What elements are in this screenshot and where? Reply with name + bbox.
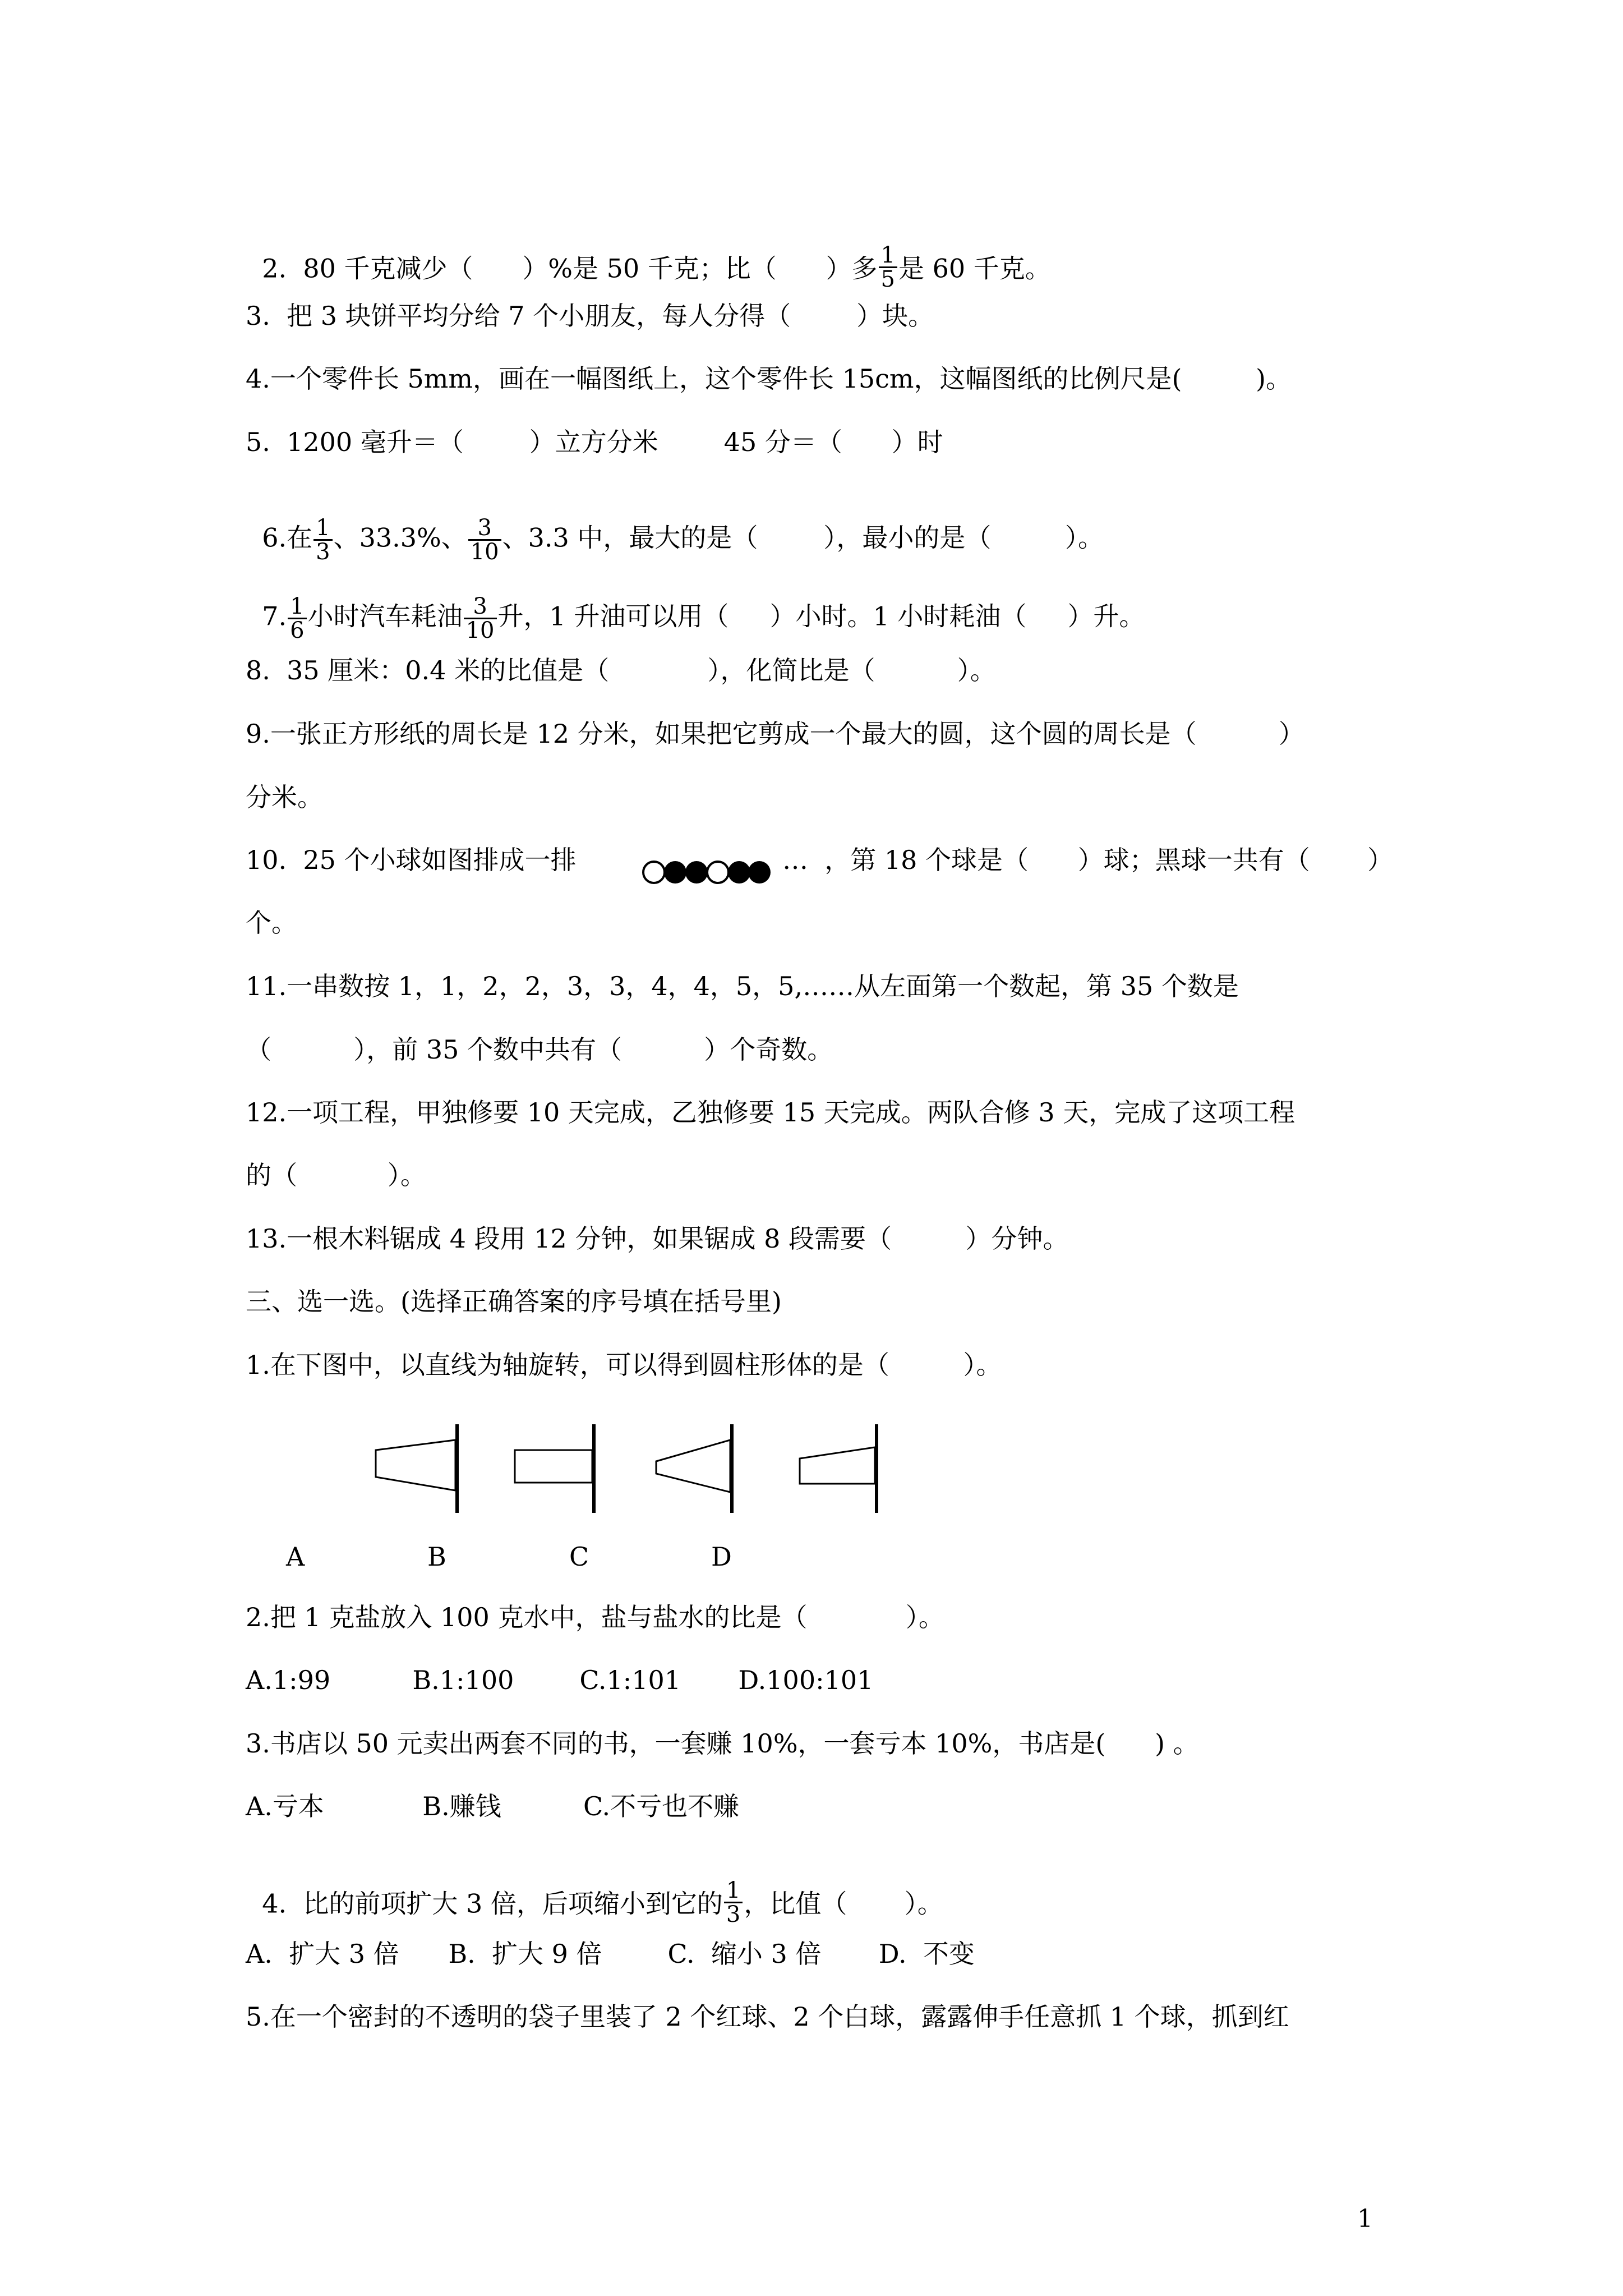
choice-question-4: 4. 比的前项扩大 3 倍，后项缩小到它的 $\frac{1}{3}$ ，比值（ ）。 bbox=[262, 1878, 943, 1927]
question-8: 8. 35 厘米：0.4 米的比值是（ ），化简比是（ ）。 bbox=[246, 655, 996, 685]
fraction: $\frac{1}{3}$ bbox=[313, 517, 332, 563]
question-9-line-1: 9.一张正方形纸的周长是 12 分米，如果把它剪成一个最大的圆，这个圆的周长是（ ） bbox=[246, 719, 1304, 749]
figure-label-b: B bbox=[427, 1542, 446, 1572]
balls-pattern-image bbox=[639, 859, 785, 886]
q2-text-b: 是 60 千克。 bbox=[898, 253, 1051, 284]
figure-a bbox=[370, 1422, 468, 1517]
figure-c bbox=[652, 1422, 747, 1517]
question-10-line-1-b: … ，第 18 个球是（ ）球；黑球一共有（ ） bbox=[782, 845, 1394, 875]
question-12-line-1: 12.一项工程，甲独修要 10 天完成，乙独修要 15 天完成。两队合修 3 天，完成了这项工程 bbox=[246, 1097, 1295, 1128]
question-11-line-2: （ ），前 35 个数中共有（ ）个奇数。 bbox=[246, 1034, 833, 1065]
question-12-line-2: 的（ ）。 bbox=[246, 1160, 426, 1190]
question-10-line-1-a: 10. 25 个小球如图排成一排 bbox=[246, 845, 577, 875]
figure-b bbox=[510, 1422, 600, 1517]
question-2 bbox=[246, 222, 1051, 294]
figure-label-c: C bbox=[569, 1542, 589, 1572]
question-13: 13.一根木料锯成 4 段用 12 分钟，如果锯成 8 段需要（ ）分钟。 bbox=[246, 1223, 1069, 1254]
choice-question-5: 5.在一个密封的不透明的袋子里装了 2 个红球、2 个白球，露露伸手任意抓 1 个球，抓到红 bbox=[246, 2001, 1289, 2032]
question-5: 5. 1200 毫升＝（ ）立方分米 45 分＝（ ）时 bbox=[246, 427, 943, 457]
figure-label-a: A bbox=[286, 1542, 305, 1572]
choice-question-2: 2.把 1 克盐放入 100 克水中，盐与盐水的比是（ ）。 bbox=[246, 1602, 944, 1632]
choice-question-1: 1.在下图中，以直线为轴旋转，可以得到圆柱形体的是（ ）。 bbox=[246, 1350, 1002, 1380]
choice-question-3: 3.书店以 50 元卖出两套不同的书，一套赚 10%，一套亏本 10%，书店是( ) 。 bbox=[246, 1728, 1199, 1759]
figure-d bbox=[795, 1422, 885, 1517]
question-10-line-2: 个。 bbox=[246, 908, 297, 938]
question-7: 7. $\frac{1}{6}$ 小时汽车耗油 $\frac{3}{10}$ 升，1 升油可以用（ ）小时。1 小时耗油（ ）升。 bbox=[262, 593, 1145, 643]
choice-question-3-options: A.亏本 B.赚钱 C.不亏也不赚 bbox=[246, 1791, 740, 1821]
choice-question-2-options: A.1:99 B.1:100 C.1:101 D.100:101 bbox=[246, 1665, 874, 1695]
question-3: 3. 把 3 块饼平均分给 7 个小朋友，每人分得（ ）块。 bbox=[246, 301, 934, 331]
page-number: 1 bbox=[1357, 2205, 1373, 2233]
question-9-line-2: 分米。 bbox=[246, 782, 323, 812]
choice-question-4-options: A. 扩大 3 倍 B. 扩大 9 倍 C. 缩小 3 倍 D. 不变 bbox=[246, 1939, 975, 1969]
q2-text-a: 2. 80 千克减少（ ）%是 50 千克；比（ ）多 bbox=[262, 253, 878, 284]
fraction: $\frac{1}{5}$ bbox=[879, 244, 897, 291]
question-11-line-1: 11.一串数按 1，1，2，2，3，3，4，4，5，5,……从左面第一个数起，第 35 个数是 bbox=[246, 971, 1239, 1001]
fraction: $\frac{1}{6}$ bbox=[288, 595, 306, 642]
figure-label-d: D bbox=[711, 1542, 732, 1572]
section-3-heading: 三、选一选。(选择正确答案的序号填在括号里) bbox=[246, 1286, 782, 1317]
question-6: 6.在 $\frac{1}{3}$ 、33.3%、 $\frac{3}{10}$ 、3.3 中，最大的是（ ），最小的是（ ）。 bbox=[262, 515, 1104, 565]
question-4: 4.一个零件长 5mm，画在一幅图纸上，这个零件长 15cm，这幅图纸的比例尺是( )。 bbox=[246, 364, 1292, 394]
fraction: $\frac{3}{10}$ bbox=[464, 595, 497, 642]
fraction: $\frac{3}{10}$ bbox=[468, 517, 501, 563]
fraction: $\frac{1}{3}$ bbox=[724, 1879, 743, 1926]
